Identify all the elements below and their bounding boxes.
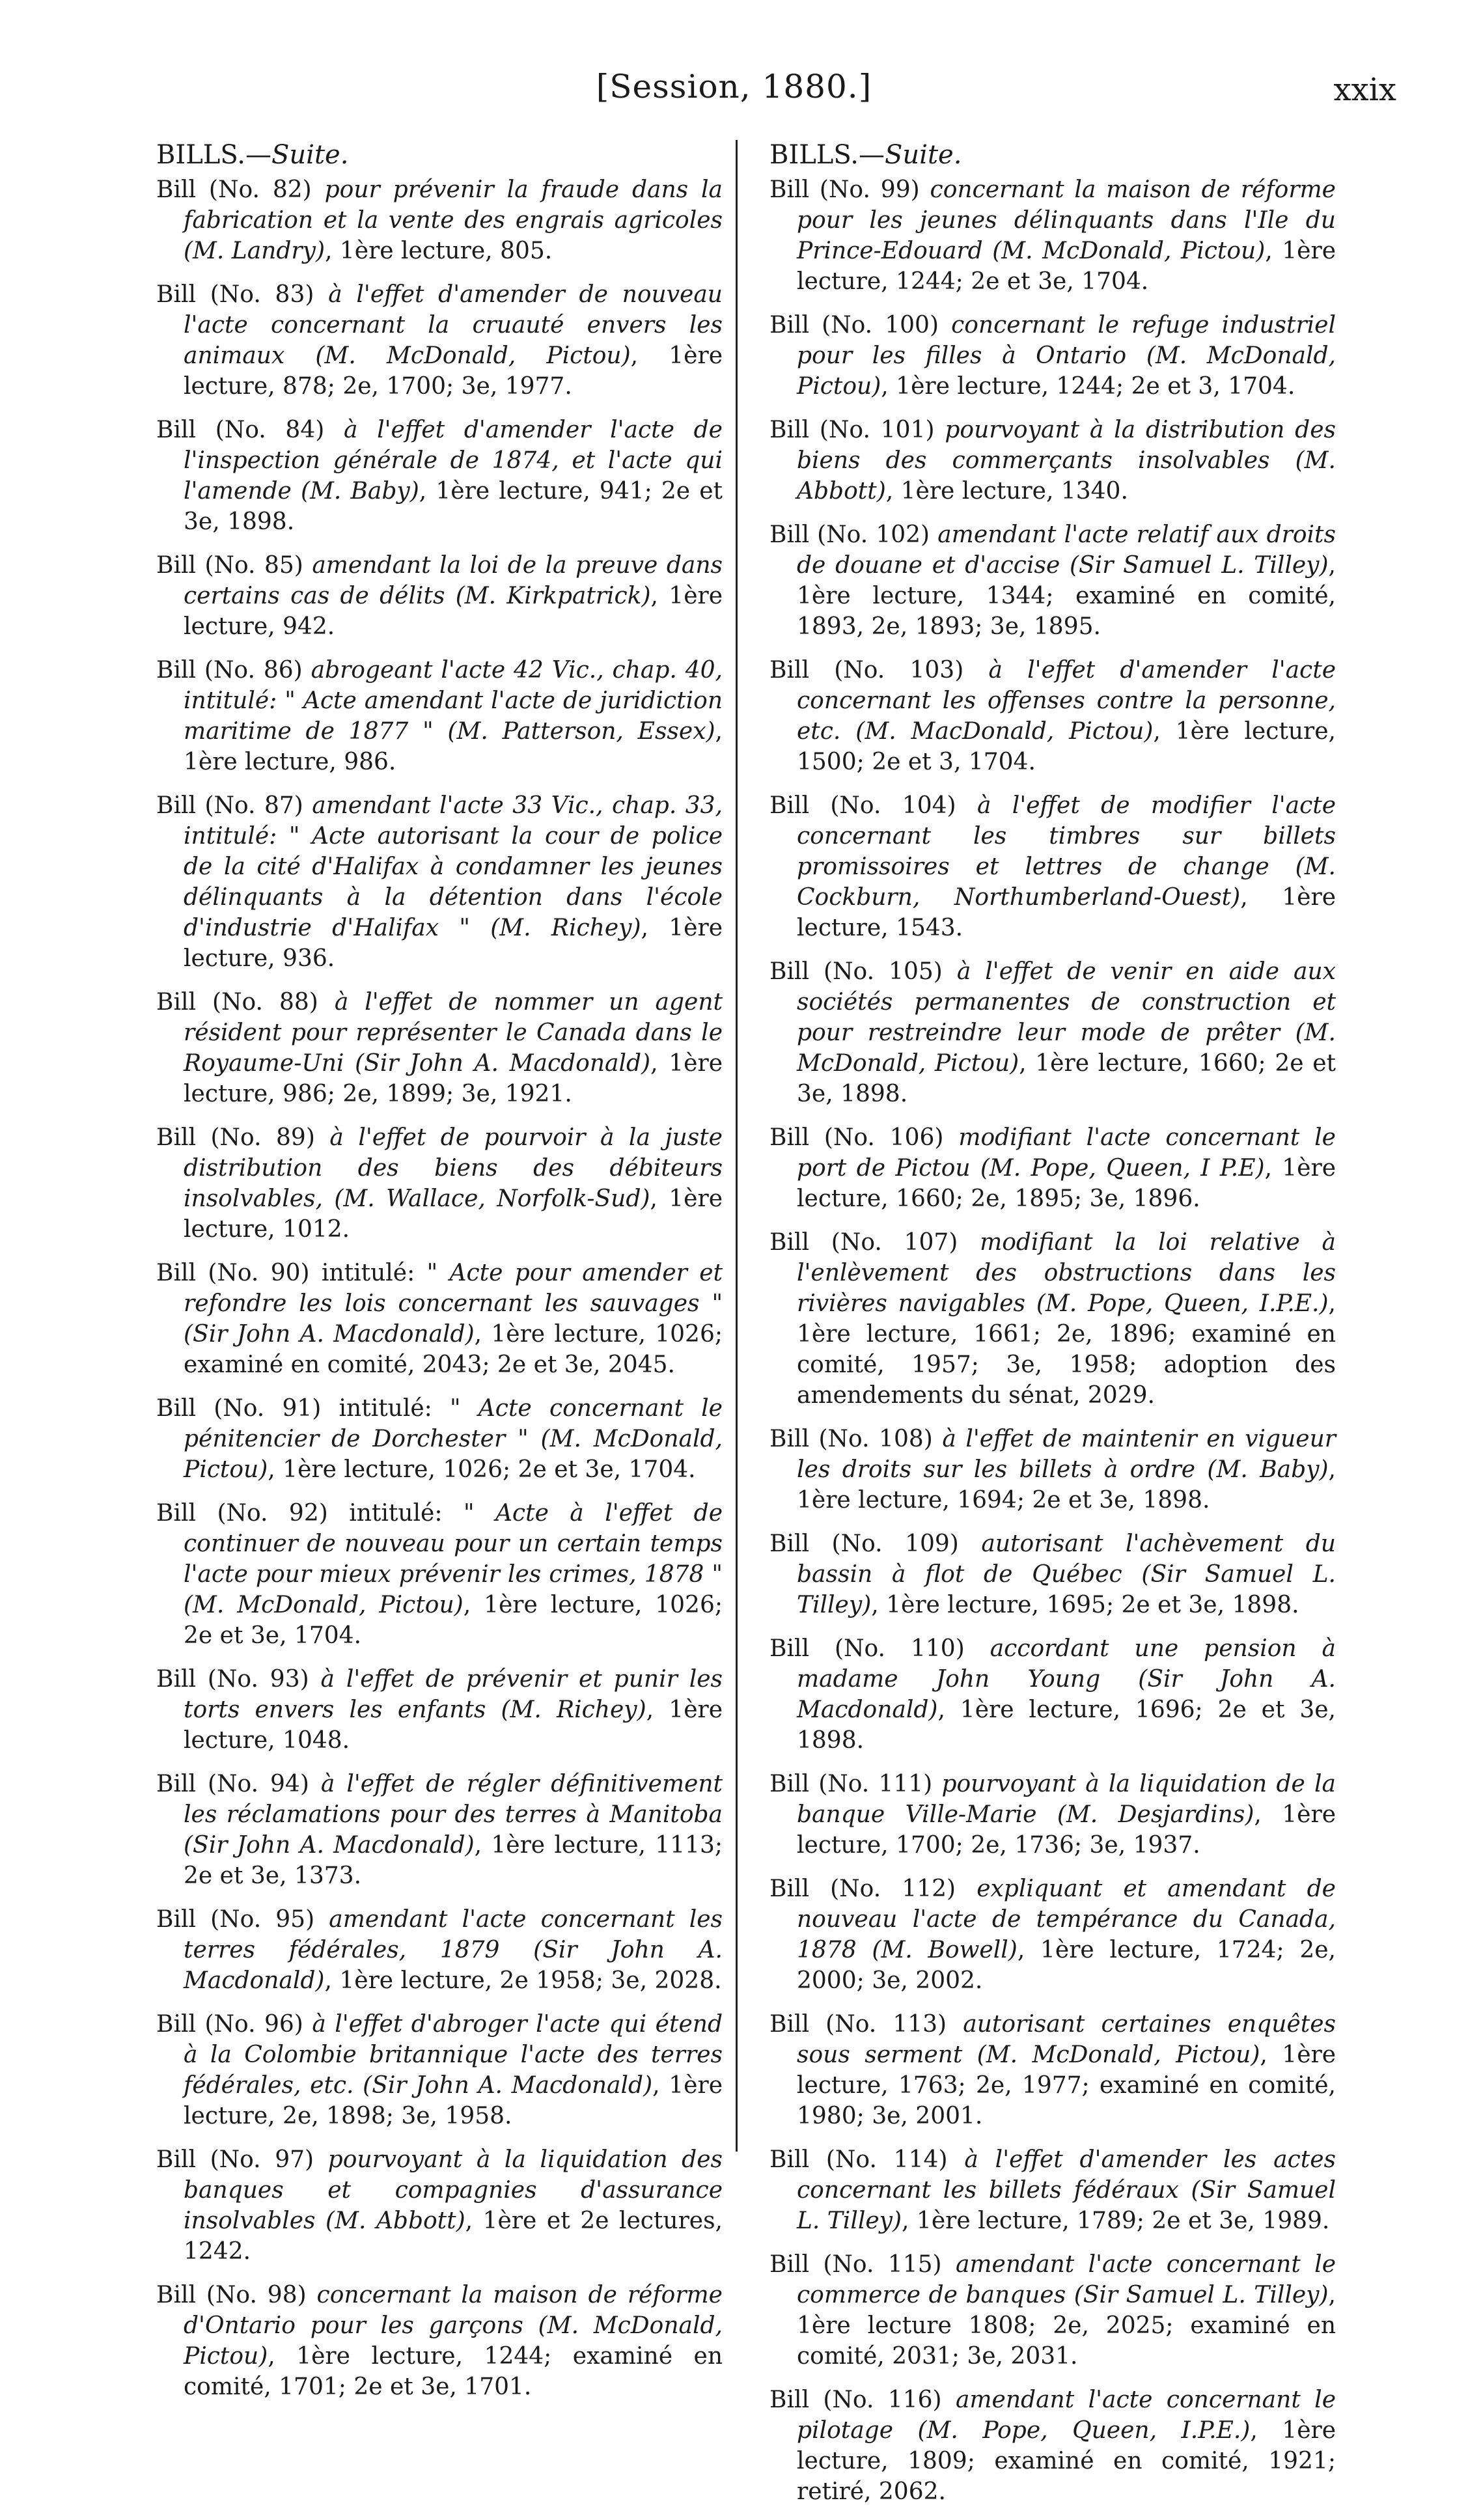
bill-entry bbox=[156, 174, 723, 266]
bill-prefix: Bill (No. 85) bbox=[156, 552, 312, 579]
bill-prefix: Bill (No. 99) bbox=[769, 176, 930, 203]
bill-subject: abrogeant l'acte 42 Vic., chap. 40, intitulé: " Acte amendant l'acte de juridiction maritime de 1877 " (M. Patterson, Essex) bbox=[184, 657, 723, 745]
bill-entry bbox=[769, 2009, 1336, 2131]
bill-entry bbox=[769, 1227, 1336, 1411]
bill-subject: " Acte à l'effet de continuer de nouveau pour un certain temps l'acte pour mieux prévenir les crimes, 1878 " (M. McDonald, Pictou) bbox=[184, 1500, 723, 1618]
bill-entry bbox=[769, 655, 1336, 777]
bill-prefix: Bill (No. 113) bbox=[769, 2011, 963, 2038]
bill-subject: amendant la loi de la preuve dans certains cas de délits (M. Kirkpatrick) bbox=[184, 552, 723, 609]
session-header: [Session, 1880.] bbox=[596, 68, 872, 105]
bill-entry bbox=[156, 1258, 723, 1380]
bill-details: , 1ère lecture, 942. bbox=[184, 583, 723, 640]
bill-entry bbox=[156, 2144, 723, 2267]
left-column bbox=[156, 140, 723, 2415]
heading-suite: Suite. bbox=[885, 140, 962, 170]
right-column bbox=[769, 140, 1336, 2520]
bill-entry bbox=[769, 2385, 1336, 2507]
bill-prefix: Bill (No. 92) intitulé: bbox=[156, 1500, 464, 1527]
bill-entry bbox=[769, 1769, 1336, 1861]
bill-details: , 1ère lecture, 1660; 2e et 3e, 1898. bbox=[797, 1050, 1336, 1107]
bill-details: , 1ère lecture, 1661; 2e, 1896; examiné en comité, 1957; 3e, 1958; adoption des amendements du sénat, 2029. bbox=[797, 1290, 1336, 1409]
bill-details: , 1ère lecture, 1789; 2e et 3e, 1989. bbox=[902, 2208, 1330, 2234]
bill-prefix: Bill (No. 93) bbox=[156, 1666, 321, 1693]
bill-prefix: Bill (No. 106) bbox=[769, 1124, 959, 1151]
bill-subject: " Acte concernant le pénitencier de Dorchester " (M. McDonald, Pictou) bbox=[184, 1395, 723, 1483]
bill-subject: à l'effet de nommer un agent résident pour représenter le Canada dans le Royaume-Uni (Sir John A. Macdonald) bbox=[184, 989, 723, 1077]
bill-entry bbox=[769, 1633, 1336, 1756]
bill-details: , 1ère lecture, 1696; 2e et 3e, 1898. bbox=[797, 1696, 1336, 1754]
bill-prefix: Bill (No. 115) bbox=[769, 2251, 956, 2278]
bill-entry bbox=[769, 1874, 1336, 1996]
bill-prefix: Bill (No. 94) bbox=[156, 1771, 321, 1797]
bill-entry bbox=[769, 1122, 1336, 1214]
bill-prefix: Bill (No. 104) bbox=[769, 792, 977, 819]
bill-entry bbox=[156, 1122, 723, 1245]
heading-suite: Suite. bbox=[271, 140, 349, 170]
bill-entry bbox=[156, 790, 723, 974]
bill-details: , 1ère lecture, 1026; 2e et 3e, 1704. bbox=[268, 1456, 696, 1483]
bill-prefix: Bill (No. 102) bbox=[769, 521, 938, 548]
bill-entry bbox=[769, 2144, 1336, 2236]
bill-subject: pourvoyant à la liquidation des banques et compagnies d'assurance insolvables (M. Abbott) bbox=[184, 2146, 723, 2234]
bill-prefix: Bill (No. 101) bbox=[769, 417, 945, 443]
bill-subject: à l'effet de maintenir en vigueur les droits sur les billets à ordre (M. Baby) bbox=[797, 1426, 1336, 1483]
bill-entry bbox=[156, 1769, 723, 1891]
bill-details: , 1ère lecture, 1763; 2e, 1977; examiné en comité, 1980; 3e, 2001. bbox=[797, 2042, 1336, 2129]
bill-details: , 1ère lecture, 2e 1958; 3e, 2028. bbox=[324, 1967, 722, 1994]
bill-prefix: Bill (No. 116) bbox=[769, 2387, 956, 2413]
bill-entry bbox=[769, 174, 1336, 297]
bill-prefix: Bill (No. 112) bbox=[769, 1876, 977, 1902]
bill-details: , 1ère lecture, 1694; 2e et 3e, 1898. bbox=[797, 1456, 1336, 1514]
bill-entry bbox=[156, 2280, 723, 2402]
bill-entry bbox=[156, 655, 723, 777]
page-number: xxix bbox=[1333, 72, 1396, 108]
bill-details: , 1ère lecture, 941; 2e et 3e, 1898. bbox=[184, 478, 723, 535]
bill-prefix: Bill (No. 98) bbox=[156, 2282, 317, 2308]
column-divider bbox=[736, 140, 738, 2152]
bill-subject: accordant une pension à madame John Young (Sir John A. Macdonald) bbox=[797, 1635, 1336, 1723]
bill-details: , 1ère lecture, 986; 2e, 1899; 3e, 1921. bbox=[184, 1050, 723, 1107]
bill-subject: à l'effet d'amender de nouveau l'acte concernant la cruauté envers les animaux (M. McDonald, Pictou) bbox=[184, 281, 723, 369]
bill-subject: amendant l'acte relatif aux droits de douane et d'accise (Sir Samuel L. Tilley) bbox=[797, 521, 1336, 579]
bill-details: , 1ère lecture, 1244; 2e et 3, 1704. bbox=[881, 373, 1295, 400]
bill-entry bbox=[156, 415, 723, 537]
bill-entry bbox=[769, 415, 1336, 506]
bill-prefix: Bill (No. 100) bbox=[769, 312, 952, 339]
bill-subject: à l'effet de prévenir et punir les torts envers les enfants (M. Richey) bbox=[184, 1666, 723, 1723]
bill-subject: concernant le refuge industriel pour les filles à Ontario (M. McDonald, Pictou) bbox=[797, 312, 1336, 400]
bill-details: , 1ère lecture, 1048. bbox=[184, 1696, 723, 1754]
bill-prefix: Bill (No. 111) bbox=[769, 1771, 942, 1797]
bill-subject: à l'effet d'abroger l'acte qui étend à la Colombie britannique l'acte des terres fédérales, etc. (Sir John A. Macdonald) bbox=[184, 2011, 723, 2099]
bill-details: , 1ère lecture, 1340. bbox=[885, 478, 1128, 505]
bill-prefix: Bill (No. 83) bbox=[156, 281, 329, 308]
section-heading bbox=[156, 140, 723, 171]
bill-details: , 1ère lecture, 805. bbox=[324, 238, 553, 264]
bill-details: , 1ère lecture, 1500; 2e et 3, 1704. bbox=[797, 718, 1336, 775]
bill-details: , 1ère lecture, 1809; examiné en comité, 1921; retiré, 2062. bbox=[797, 2417, 1336, 2505]
bill-subject: pour prévenir la fraude dans la fabrication et la vente des engrais agricoles (M. Landry) bbox=[184, 176, 723, 264]
bill-entry bbox=[156, 1498, 723, 1651]
bill-entry bbox=[156, 987, 723, 1109]
bill-details: , 1ère lecture, 1244; examiné en comité, 1701; 2e et 3e, 1701. bbox=[184, 2343, 723, 2400]
bill-subject: pourvoyant à la liquidation de la banque Ville-Marie (M. Desjardins) bbox=[797, 1771, 1336, 1828]
bill-subject: à l'effet de modifier l'acte concernant les timbres sur billets promissoires et lettres de change (M. Cockburn, Northumberland-Ouest) bbox=[797, 792, 1336, 911]
bill-subject: modifiant l'acte concernant le port de Pictou (M. Pope, Queen, I P.E) bbox=[797, 1124, 1336, 1182]
bill-details: , 1ère lecture, 878; 2e, 1700; 3e, 1977. bbox=[184, 342, 723, 400]
bill-subject: à l'effet d'amender les actes concernant les billets fédéraux (Sir Samuel L. Tilley) bbox=[797, 2146, 1336, 2234]
bill-details: , 1ère lecture, 1724; 2e, 2000; 3e, 2002. bbox=[797, 1937, 1336, 1994]
bill-subject: modifiant la loi relative à l'enlèvement des obstructions dans les rivières navigables (M. Pope, Queen, I.P.E.) bbox=[797, 1229, 1336, 1317]
section-heading bbox=[769, 140, 1336, 171]
bill-entry bbox=[156, 1664, 723, 1756]
bill-entry bbox=[156, 2009, 723, 2131]
bill-subject: à l'effet de régler définitivement les réclamations pour des terres à Manitoba (Sir John A. Macdonald) bbox=[184, 1771, 723, 1859]
bill-entry bbox=[156, 1393, 723, 1485]
bill-subject: " Acte pour amender et refondre les lois concernant les sauvages " (Sir John A. Macdonald) bbox=[184, 1260, 723, 1348]
bill-entry bbox=[769, 1424, 1336, 1516]
bill-subject: à l'effet de pourvoir à la juste distribution des biens des débiteurs insolvables, (M. Wallace, Norfolk-Sud) bbox=[184, 1124, 723, 1212]
bill-subject: à l'effet de venir en aide aux sociétés permanentes de construction et pour restreindre leur mode de prêter (M. McDonald, Pictou) bbox=[797, 958, 1336, 1077]
bill-entry bbox=[769, 519, 1336, 642]
bill-prefix: Bill (No. 105) bbox=[769, 958, 957, 985]
bill-entry bbox=[156, 550, 723, 642]
bill-prefix: Bill (No. 84) bbox=[156, 417, 344, 443]
bill-entry bbox=[769, 956, 1336, 1109]
bill-subject: autorisant certaines enquêtes sous serment (M. McDonald, Pictou) bbox=[797, 2011, 1336, 2068]
bill-subject: pourvoyant à la distribution des biens des commerçants insolvables (M. Abbott) bbox=[797, 417, 1336, 505]
bill-subject: amendant l'acte concernant les terres fédérales, 1879 (Sir John A. Macdonald) bbox=[184, 1906, 723, 1994]
bill-details: , 1ère et 2e lectures, 1242. bbox=[184, 2208, 723, 2265]
heading-main: BILLS.— bbox=[769, 140, 885, 170]
bill-entry bbox=[769, 2249, 1336, 2372]
bill-prefix: Bill (No. 86) bbox=[156, 657, 311, 684]
bill-details: , 1ère lecture, 1660; 2e, 1895; 3e, 1896. bbox=[797, 1155, 1336, 1212]
bill-details: , 1ère lecture, 1026; 2e et 3e, 1704. bbox=[184, 1592, 723, 1649]
bill-prefix: Bill (No. 96) bbox=[156, 2011, 312, 2038]
bill-subject: amendant l'acte concernant le commerce de banques (Sir Samuel L. Tilley) bbox=[797, 2251, 1336, 2308]
bill-prefix: Bill (No. 87) bbox=[156, 792, 312, 819]
bill-entry bbox=[156, 1904, 723, 1996]
bill-entry bbox=[769, 790, 1336, 943]
bill-prefix: Bill (No. 90) intitulé: bbox=[156, 1260, 427, 1286]
bill-subject: amendant l'acte concernant le pilotage (M. Pope, Queen, I.P.E.) bbox=[797, 2387, 1336, 2444]
bill-subject: concernant la maison de réforme pour les jeunes délinquants dans l'Ile du Prince-Edouard (M. McDonald, Pictou) bbox=[797, 176, 1336, 264]
bill-entry bbox=[769, 1529, 1336, 1620]
bill-prefix: Bill (No. 82) bbox=[156, 176, 325, 203]
bill-prefix: Bill (No. 91) intitulé: bbox=[156, 1395, 450, 1422]
bill-subject: expliquant et amendant de nouveau l'acte de tempérance du Canada, 1878 (M. Bowell) bbox=[797, 1876, 1336, 1963]
bill-details: , 1ère lecture, 1113; 2e et 3e, 1373. bbox=[184, 1832, 723, 1889]
bill-prefix: Bill (No. 89) bbox=[156, 1124, 330, 1151]
bill-details: , 1ère lecture, 936. bbox=[184, 915, 723, 972]
bill-details: , 1ère lecture, 1700; 2e, 1736; 3e, 1937. bbox=[797, 1801, 1336, 1859]
bill-subject: concernant la maison de réforme d'Ontario pour les garçons (M. McDonald, Pictou) bbox=[184, 2282, 723, 2370]
bill-prefix: Bill (No. 95) bbox=[156, 1906, 329, 1933]
heading-main: BILLS.— bbox=[156, 140, 272, 170]
bill-details: , 1ère lecture, 1244; 2e et 3e, 1704. bbox=[797, 238, 1336, 295]
bill-details: , 1ère lecture, 1012. bbox=[184, 1185, 723, 1243]
bill-prefix: Bill (No. 107) bbox=[769, 1229, 980, 1256]
bill-details: , 1ère lecture, 1543. bbox=[797, 884, 1336, 941]
bill-prefix: Bill (No. 88) bbox=[156, 989, 335, 1016]
bill-details: , 1ère lecture, 1026; examiné en comité, 2043; 2e et 3e, 2045. bbox=[184, 1321, 723, 1378]
bill-subject: autorisant l'achèvement du bassin à flot de Québec (Sir Samuel L. Tilley) bbox=[797, 1530, 1336, 1618]
bill-prefix: Bill (No. 114) bbox=[769, 2146, 965, 2173]
bill-prefix: Bill (No. 109) bbox=[769, 1530, 982, 1557]
bill-details: , 1ère lecture, 1695; 2e et 3e, 1898. bbox=[871, 1592, 1299, 1618]
bill-details: , 1ère lecture, 2e, 1898; 3e, 1958. bbox=[184, 2072, 723, 2129]
bill-details: , 1ère lecture, 986. bbox=[184, 718, 723, 775]
bill-entry bbox=[769, 310, 1336, 402]
bill-details: , 1ère lecture, 1344; examiné en comité, 1893, 2e, 1893; 3e, 1895. bbox=[797, 552, 1336, 640]
bill-details: , 1ère lecture 1808; 2e, 2025; examiné en comité, 2031; 3e, 2031. bbox=[797, 2282, 1336, 2370]
bill-prefix: Bill (No. 110) bbox=[769, 1635, 990, 1662]
bill-prefix: Bill (No. 97) bbox=[156, 2146, 328, 2173]
bill-prefix: Bill (No. 108) bbox=[769, 1426, 943, 1452]
bill-subject: amendant l'acte 33 Vic., chap. 33, intitulé: " Acte autorisant la cour de police de la cité d'Halifax à condamner les jeunes délinquants à la détention dans l'école d'industrie d'Halifax " (M. Richey) bbox=[184, 792, 723, 941]
bill-entry bbox=[156, 279, 723, 402]
bill-subject: à l'effet d'amender l'acte de l'inspection générale de 1874, et l'acte qui l'amende (M. Baby) bbox=[184, 417, 723, 505]
bill-subject: à l'effet d'amender l'acte concernant les offenses contre la personne, etc. (M. MacDonald, Pictou) bbox=[797, 657, 1336, 745]
bill-prefix: Bill (No. 103) bbox=[769, 657, 989, 684]
